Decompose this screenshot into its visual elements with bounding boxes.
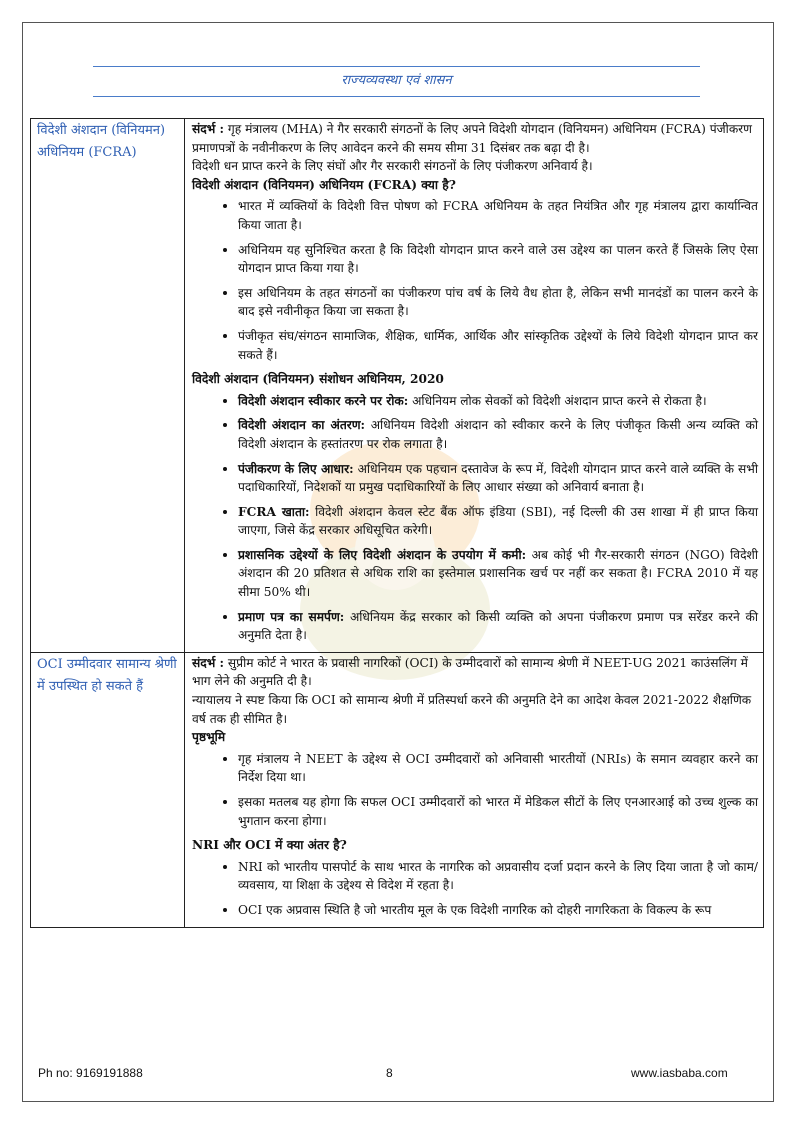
bullet-list xyxy=(192,858,758,920)
context-label: संदर्भ : xyxy=(192,122,225,136)
list-item xyxy=(238,392,758,411)
item-text: भारत में व्यक्तियों के विदेशी वित्त पोषण को FCRA अधिनियम के तहत नियंत्रित और गृह मंत्रालय द्वारा कार्यान्वित किया जाता है। xyxy=(238,199,758,232)
table-row xyxy=(31,652,764,927)
context-label: संदर्भ : xyxy=(192,655,225,670)
header-rule-bottom xyxy=(93,96,700,97)
list-item xyxy=(238,793,758,830)
item-lead: विदेशी अंशदान का अंतरण: xyxy=(238,418,366,433)
table-row xyxy=(31,119,764,653)
context-text: गृह मंत्रालय (MHA) ने गैर सरकारी संगठनों के लिए अपने विदेशी योगदान (विनियमन) अधिनियम (FCRA) पंजीकरण प्रमाणपत्रों के नवीनीकरण के लिए आवेदन करने की समय सीमा 31 दिसंबर तक बढ़ा दी है। xyxy=(192,122,752,155)
list-item xyxy=(238,327,758,364)
item-text: पंजीकृत संघ/संगठन सामाजिक, शैक्षिक, धार्मिक, आर्थिक और सांस्कृतिक उद्देश्यों के लिये विदेशी योगदान प्राप्त कर सकते हैं। xyxy=(238,328,758,362)
footer-website[interactable]: www.iasbaba.com xyxy=(631,1066,728,1080)
item-text: इस अधिनियम के तहत संगठनों का पंजीकरण पांच वर्ष के लिये वैध होता है, लेकिन सभी मानदंडों का पालन करने के बाद इसे नवीनीकृत किया जा सकता है। xyxy=(238,285,758,319)
item-text: अधिनियम एक पहचान दस्तावेज के रूप में, विदेशी योगदान प्राप्त करने वाले व्यक्ति के सभी पदाधिकारियों, निदेशकों या प्रमुख पदाधिकारियों के लिए आधार संख्या को अनिवार्य बनाता है। xyxy=(238,461,758,495)
item-lead: विदेशी अंशदान स्वीकार करने पर रोक: xyxy=(238,393,409,408)
item-text: अब कोई भी गैर-सरकारी संगठन (NGO) विदेशी अंशदान की 20 प्रतिशत से अधिक राशि का इस्तेमाल प्रशासनिक खर्च पर नहीं कर सकता है। FCRA 2010 में यह सीमा 50% थी। xyxy=(238,547,758,600)
list-item xyxy=(238,901,758,920)
context-paragraph xyxy=(192,654,758,691)
context-paragraph xyxy=(192,120,758,157)
context-text: सुप्रीम कोर्ट ने भारत के प्रवासी नागरिकों (OCI) के उम्मीदवारों को सामान्य श्रेणी में NEET-UG 2021 काउंसलिंग में भाग लेने की अनुमति दी है। xyxy=(192,655,748,689)
content-cell xyxy=(185,652,764,927)
list-item xyxy=(238,284,758,321)
bullet-list xyxy=(192,750,758,830)
item-text: इसका मतलब यह होगा कि सफल OCI उम्मीदवारों को भारत में मेडिकल सीटों के लिए एनआरआई को उच्च शुल्क का भुगतान करना होगा। xyxy=(238,795,758,828)
list-item xyxy=(238,858,758,895)
subheading: NRI और OCI में क्या अंतर है? xyxy=(192,838,347,853)
item-lead: पंजीकरण के लिए आधार: xyxy=(238,461,354,476)
topic-cell: विदेशी अंशदान (विनियमन) अधिनियम (FCRA) xyxy=(31,119,185,653)
footer-phone: Ph no: 9169191888 xyxy=(38,1066,143,1080)
header-rule-top xyxy=(93,66,700,67)
item-lead: FCRA खाता: xyxy=(238,504,310,519)
item-lead: प्रशासनिक उद्देश्यों के लिए विदेशी अंशदान के उपयोग में कमी: xyxy=(238,547,527,562)
list-item xyxy=(238,546,758,602)
subheading: विदेशी अंशदान (विनियमन) संशोधन अधिनियम, 2020 xyxy=(192,372,444,387)
list-item xyxy=(238,460,758,497)
footer-page-number: 8 xyxy=(386,1066,393,1080)
content-cell xyxy=(185,119,764,653)
page-header-title: राज्यव्यवस्था एवं शासन xyxy=(341,73,452,88)
item-text: OCI एक अप्रवास स्थिति है जो भारतीय मूल के एक विदेशी नागरिक को दोहरी नागरिकता के विकल्प के रूप xyxy=(238,902,712,917)
topic-cell: OCI उम्मीदवार सामान्य श्रेणी में उपस्थित हो सकते हैं xyxy=(31,652,185,927)
list-item xyxy=(238,197,758,234)
current-affairs-table xyxy=(30,118,764,928)
list-item xyxy=(238,750,758,787)
item-text: गृह मंत्रालय ने NEET के उद्देश्य से OCI उम्मीदवारों को अनिवासी भारतीयों (NRIs) के समान व्यवहार करने का निर्देश दिया था। xyxy=(238,751,758,785)
subheading: पृष्ठभूमि xyxy=(192,730,226,745)
item-text: अधिनियम यह सुनिश्चित करता है कि विदेशी योगदान प्राप्त करने वाले उस उद्देश्य का पालन करते हैं जिसके लिए ऐसा योगदान प्राप्त किया गया है। xyxy=(238,242,758,276)
item-text: अधिनियम केंद्र सरकार को किसी व्यक्ति को अपना पंजीकरण प्रमाण पत्र सरेंडर करने की अनुमति देता है। xyxy=(238,609,758,643)
list-item xyxy=(238,608,758,645)
paragraph: विदेशी धन प्राप्त करने के लिए संघों और गैर सरकारी संगठनों के लिए पंजीकरण अनिवार्य है। xyxy=(192,159,593,174)
bullet-list xyxy=(192,392,758,645)
subheading: विदेशी अंशदान (विनियमन) अधिनियम (FCRA) क्या है? xyxy=(192,177,456,192)
item-text: NRI को भारतीय पासपोर्ट के साथ भारत के नागरिक को अप्रवासीय दर्जा प्रदान करने के लिए दिया जाता है जो काम/व्यवसाय, या शिक्षा के उद्देश्य से विदेश में रहता है। xyxy=(238,859,758,893)
item-text: अधिनियम लोक सेवकों को विदेशी अंशदान प्राप्त करने से रोकता है। xyxy=(408,393,707,408)
item-text: अधिनियम विदेशी अंशदान को स्वीकार करने के लिए पंजीकृत किसी अन्य व्यक्ति को विदेशी अंशदान के हस्तांतरण पर रोक लगाता है। xyxy=(238,418,759,451)
item-text: विदेशी अंशदान केवल स्टेट बैंक ऑफ इंडिया (SBI), नई दिल्ली की उस शाखा में ही प्राप्त किया जाएगा, जिसे केंद्र सरकार अधिसूचित करेगी। xyxy=(238,504,758,538)
paragraph: न्यायालय ने स्पष्ट किया कि OCI को सामान्य श्रेणी में प्रतिस्पर्धा करने की अनुमति देने का आदेश केवल 2021-2022 शैक्षणिक वर्ष तक ही सीमित है। xyxy=(192,693,752,726)
bullet-list xyxy=(192,197,758,364)
list-item xyxy=(238,241,758,278)
list-item xyxy=(238,503,758,540)
list-item xyxy=(238,416,758,453)
item-lead: प्रमाण पत्र का समर्पण: xyxy=(238,609,345,624)
